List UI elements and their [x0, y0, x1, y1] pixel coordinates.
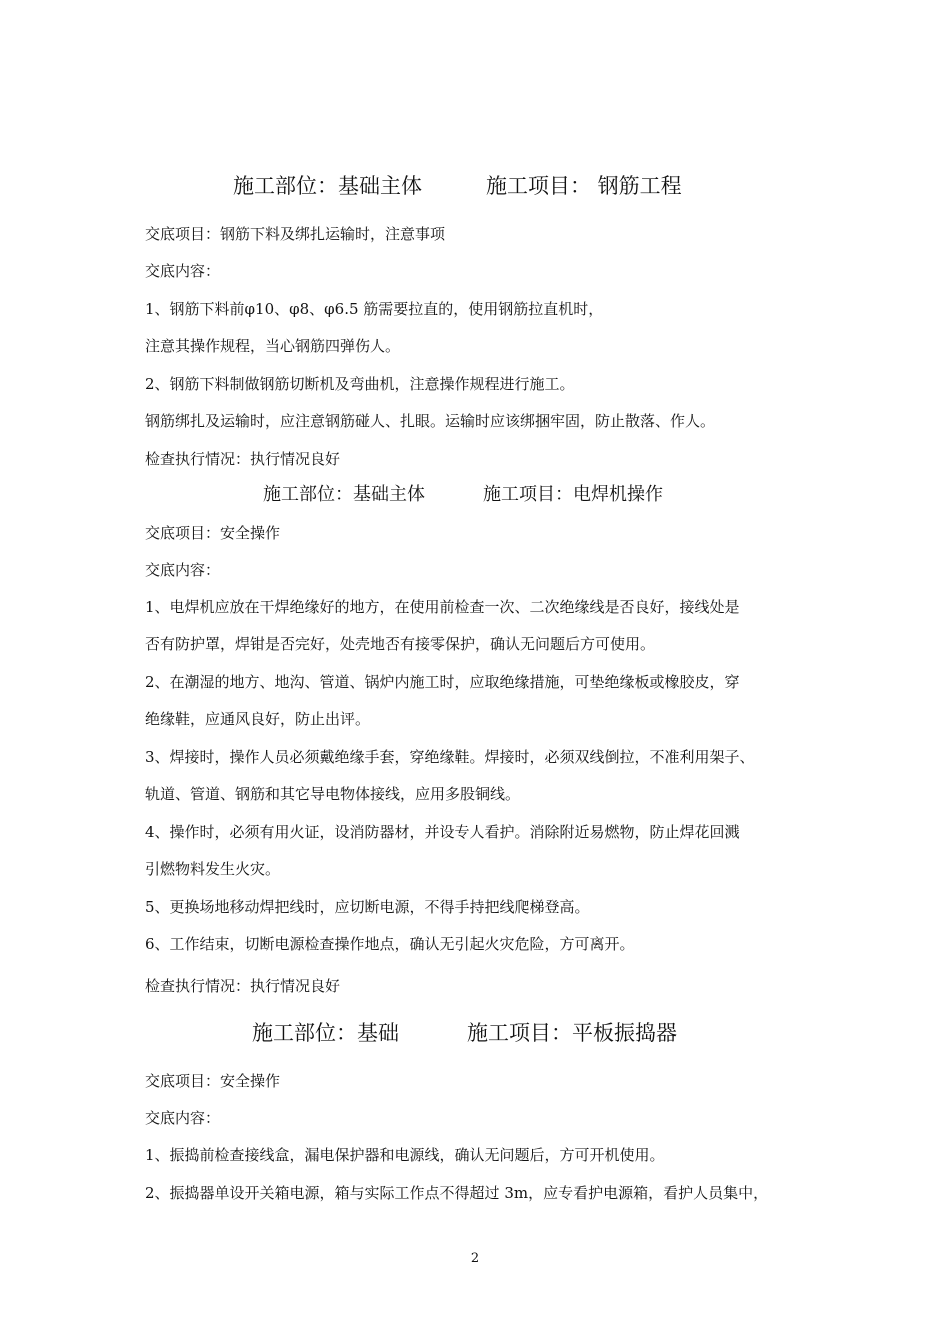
section-2-line-4: 绝缘鞋，应通风良好，防止出评。	[145, 710, 371, 728]
section-3-line-1: 1、振捣前检查接线盒，漏电保护器和电源线，确认无问题后，方可开机使用。	[145, 1146, 665, 1164]
section-2-item: 施工项目：电焊机操作	[483, 484, 663, 505]
section-2-line-7: 4、操作时，必须有用火证，设消防器材，并设专人看护。消除附近易燃物，防止焊花回溅	[145, 823, 740, 841]
section-1-location: 施工部位：基础主体	[233, 174, 422, 198]
section-3-content-heading: 交底内容：	[145, 1109, 221, 1127]
section-2-line-1: 1、电焊机应放在干焊绝缘好的地方，在使用前检查一次、二次绝缘线是否良好，接线处是	[145, 598, 740, 616]
section-2-line-2: 否有防护罩，焊钳是否完好，处壳地否有接零保护，确认无问题后方可使用。	[145, 635, 656, 653]
section-3-location: 施工部位：基础	[252, 1021, 399, 1045]
section-1-line-1: 1、钢筋下料前φ10、φ8、φ6.5 筋需要拉直的，使用钢筋拉直机时，	[145, 300, 604, 318]
section-3-title	[252, 1019, 677, 1047]
section-2-line-9: 5、更换场地移动焊把线时，应切断电源，不得手持把线爬梯登高。	[145, 898, 590, 916]
section-2-content-heading: 交底内容：	[145, 561, 221, 579]
section-1-line-4: 钢筋绑扎及运输时，应注意钢筋碰人、扎眼。运输时应该绑捆牢固，防止散落、作人。	[145, 412, 716, 430]
section-1-title	[233, 172, 682, 200]
section-2-line-10: 6、工作结束，切断电源检查操作地点，确认无引起火灾危险，方可离开。	[145, 935, 635, 953]
section-2-line-3: 2、在潮湿的地方、地沟、管道、锅炉内施工时，应取绝缘措施，可垫绝缘板或橡胶皮，穿	[145, 673, 740, 691]
section-2-location: 施工部位：基础主体	[263, 484, 425, 505]
section-1-item: 施工项目： 钢筋工程	[486, 174, 682, 198]
section-1-content-heading: 交底内容：	[145, 262, 221, 280]
section-2-check-status: 检查执行情况：执行情况良好	[145, 977, 341, 995]
section-1-check-status: 检查执行情况：执行情况良好	[145, 450, 341, 468]
section-2-title	[263, 481, 663, 509]
page-number: 2	[470, 1251, 480, 1266]
section-1-disclosure-item: 交底项目：钢筋下料及绑扎运输时，注意事项	[145, 225, 446, 243]
section-3-item: 施工项目：平板振捣器	[467, 1021, 677, 1045]
section-3-line-2: 2、振捣器单设开关箱电源，箱与实际工作点不得超过 3m，应专看护电源箱，看护人员集中，	[145, 1184, 769, 1202]
section-2-line-6: 轨道、管道、钢筋和其它导电物体接线，应用多股铜线。	[145, 785, 521, 803]
section-2-line-5: 3、焊接时，操作人员必须戴绝缘手套，穿绝缘鞋。焊接时，必须双线倒拉，不准利用架子、	[145, 748, 755, 766]
section-1-line-3: 2、钢筋下料制做钢筋切断机及弯曲机，注意操作规程进行施工。	[145, 375, 575, 393]
section-3-disclosure-item: 交底项目：安全操作	[145, 1072, 281, 1090]
section-2-disclosure-item: 交底项目：安全操作	[145, 524, 281, 542]
section-2-line-8: 引燃物料发生火灾。	[145, 860, 281, 878]
section-1-line-2: 注意其操作规程，当心钢筋四弹伤人。	[145, 337, 401, 355]
